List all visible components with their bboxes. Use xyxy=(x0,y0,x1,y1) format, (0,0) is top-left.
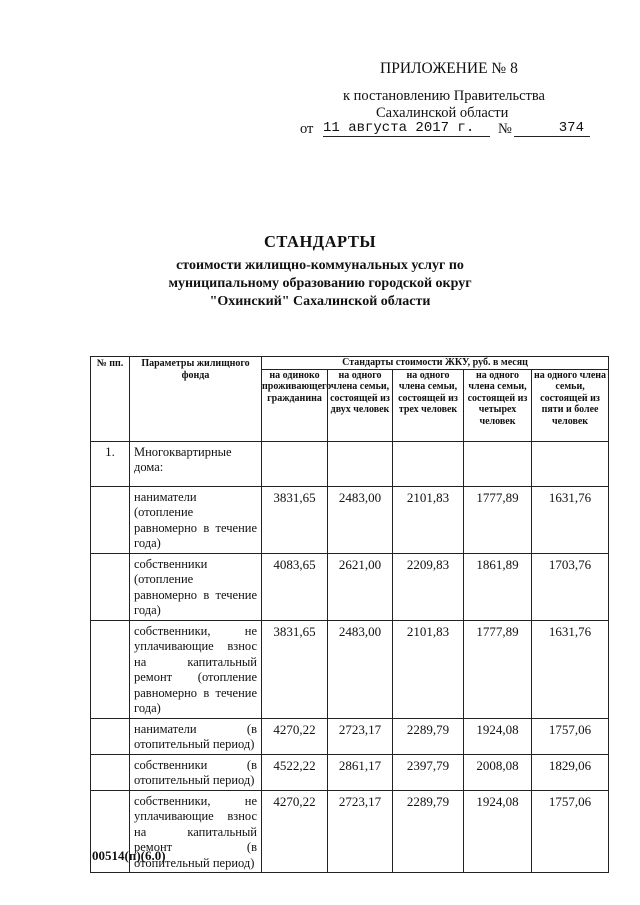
value-cell: 2008,08 xyxy=(464,754,532,790)
empty-cell xyxy=(532,441,609,486)
standards-table xyxy=(90,356,609,873)
value-cell: 1703,76 xyxy=(532,553,609,620)
date-prefix: от xyxy=(300,121,314,137)
value-cell: 3831,65 xyxy=(262,620,328,718)
table-row xyxy=(91,620,609,718)
row-label: собственники, не уплачивающие взнос на капитальный ремонт (отопление равномерно в течение года) xyxy=(130,620,262,718)
value-cell: 2209,83 xyxy=(393,553,464,620)
number-label: № xyxy=(498,121,512,137)
value-cell: 4083,65 xyxy=(262,553,328,620)
row-label: наниматели (в отопительный период) xyxy=(130,718,262,754)
decree-number: 374 xyxy=(514,120,590,137)
value-cell: 2483,00 xyxy=(328,486,393,553)
decree-date: 11 августа 2017 г. xyxy=(323,120,490,137)
header-num: № пп. xyxy=(91,357,130,442)
section-row xyxy=(91,441,609,486)
header-col-4: на одного члена семьи, состоящей из четырех человек xyxy=(464,369,532,441)
value-cell: 3831,65 xyxy=(262,486,328,553)
value-cell: 1631,76 xyxy=(532,486,609,553)
table-row xyxy=(91,718,609,754)
empty-cell xyxy=(328,441,393,486)
table-row xyxy=(91,754,609,790)
section-label: Многоквартирные дома: xyxy=(130,441,262,486)
row-label: наниматели (отопление равномерно в течение года) xyxy=(130,486,262,553)
row-label: собственники, не уплачивающие взнос на капитальный ремонт (в отопительный период) xyxy=(130,790,262,873)
table-row xyxy=(91,553,609,620)
empty-cell xyxy=(91,718,130,754)
empty-cell xyxy=(91,754,130,790)
empty-cell xyxy=(393,441,464,486)
value-cell: 1924,08 xyxy=(464,790,532,873)
empty-cell xyxy=(262,441,328,486)
value-cell: 4522,22 xyxy=(262,754,328,790)
empty-cell xyxy=(91,486,130,553)
value-cell: 1861,89 xyxy=(464,553,532,620)
annex-region: Сахалинской области xyxy=(376,105,509,121)
subtitle-line: муниципальному образованию городской округ xyxy=(168,276,472,291)
value-cell: 2101,83 xyxy=(393,486,464,553)
header-col-3: на одного члена семьи, состоящей из трех человек xyxy=(393,369,464,441)
value-cell: 1924,08 xyxy=(464,718,532,754)
header-col-1: на одиноко проживающего гражданина xyxy=(262,369,328,441)
subtitle-line: "Охинский" Сахалинской области xyxy=(209,294,431,309)
value-cell: 2289,79 xyxy=(393,718,464,754)
header-col-5: на одного члена семьи, состоящей из пяти и более человек xyxy=(532,369,609,441)
table-row xyxy=(91,790,609,873)
empty-cell xyxy=(464,441,532,486)
header-col-2: на одного члена семьи, состоящей из двух человек xyxy=(328,369,393,441)
value-cell: 4270,22 xyxy=(262,718,328,754)
annex-title: ПРИЛОЖЕНИЕ № 8 xyxy=(380,60,518,77)
value-cell: 1829,06 xyxy=(532,754,609,790)
value-cell: 4270,22 xyxy=(262,790,328,873)
footer-code: 00514(п)(6.0) xyxy=(92,848,166,863)
value-cell: 2483,00 xyxy=(328,620,393,718)
value-cell: 1631,76 xyxy=(532,620,609,718)
header-params: Параметры жилищного фонда xyxy=(130,357,262,442)
value-cell: 2289,79 xyxy=(393,790,464,873)
value-cell: 2723,17 xyxy=(328,718,393,754)
annex-date-row xyxy=(300,120,600,140)
value-cell: 2723,17 xyxy=(328,790,393,873)
table-header-row xyxy=(91,357,609,370)
value-cell: 1757,06 xyxy=(532,718,609,754)
subtitle-line: стоимости жилищно-коммунальных услуг по xyxy=(176,258,464,273)
section-number: 1. xyxy=(91,441,130,486)
empty-cell xyxy=(91,553,130,620)
header-group: Стандарты стоимости ЖКУ, руб. в месяц xyxy=(262,357,609,370)
value-cell: 1777,89 xyxy=(464,486,532,553)
document-title: СТАНДАРТЫ xyxy=(263,232,377,251)
value-cell: 2621,00 xyxy=(328,553,393,620)
value-cell: 1757,06 xyxy=(532,790,609,873)
empty-cell xyxy=(91,620,130,718)
annex-decree: к постановлению Правительства xyxy=(343,88,545,104)
row-label: собственники (в отопительный период) xyxy=(130,754,262,790)
value-cell: 1777,89 xyxy=(464,620,532,718)
value-cell: 2101,83 xyxy=(393,620,464,718)
value-cell: 2861,17 xyxy=(328,754,393,790)
value-cell: 2397,79 xyxy=(393,754,464,790)
row-label: собственники (отопление равномерно в течение года) xyxy=(130,553,262,620)
table-row xyxy=(91,486,609,553)
